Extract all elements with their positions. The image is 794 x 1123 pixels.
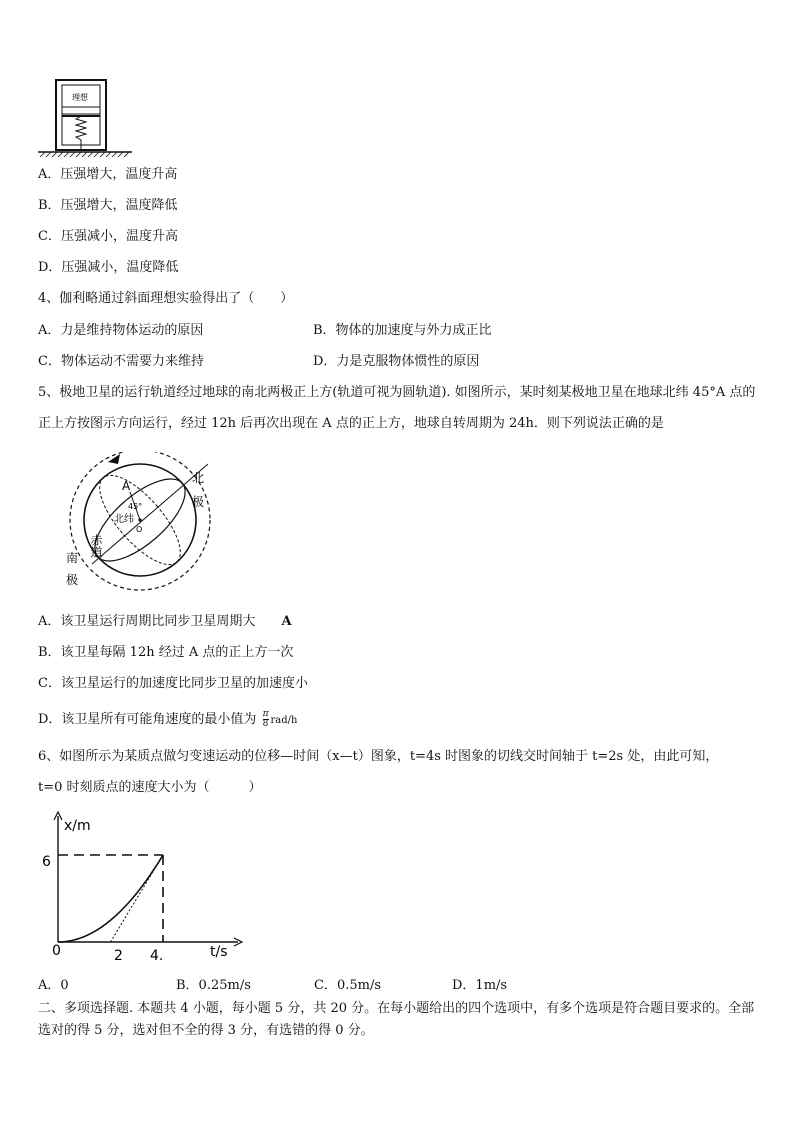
fig-label-equator: 赤道 xyxy=(89,534,103,558)
q4-option-c: C．物体运动不需要力来维持 xyxy=(38,354,204,369)
x-tick-2: 2 xyxy=(114,948,123,964)
q5-stem: 5、极地卫星的运行轨道经过地球的南北两极正上方(轨道可视为圆轨道). 如图所示，某时刻某极地卫星在地球北纬 45°A 点的正上方按图示方向运行，经过 12h 后再次出现在 A 点的正上方，地球自转周期为 24h．则下列说法正确的是 xyxy=(38,385,756,431)
x-tick-4: 4. xyxy=(150,948,164,964)
fig-label-south: 南 xyxy=(66,551,79,565)
x-tick-0: 0 xyxy=(52,943,61,959)
q3-option-a: A．压强增大，温度升高 xyxy=(38,167,178,182)
q5-option-d xyxy=(38,710,297,730)
fig-label-lat: 北纬 xyxy=(114,514,134,525)
q4-stem: 4、伽利略通过斜面理想实验得出了（ ） xyxy=(38,291,294,306)
fig-label-a: A xyxy=(122,479,131,493)
q5-option-d-fraction xyxy=(263,710,269,729)
q3-option-c: C．压强减小，温度升高 xyxy=(38,229,178,244)
fig-label-pole-s: 极 xyxy=(66,573,79,587)
q5-option-c: C．该卫星运行的加速度比同步卫星的加速度小 xyxy=(38,676,308,691)
polar-satellite-figure xyxy=(58,452,228,592)
xt-chart xyxy=(38,810,268,970)
q6-option-c: C．0.5m/s xyxy=(314,978,381,993)
fig-label-north: 北 xyxy=(192,471,205,485)
q3-option-b: B．压强增大，温度降低 xyxy=(38,198,178,213)
fraction-denominator: 8 xyxy=(262,719,269,729)
q4-option-d: D．力是克服物体惯性的原因 xyxy=(313,354,480,369)
q5-option-d-text: D．该卫星所有可能角速度的最小值为 xyxy=(38,712,257,727)
y-tick-6: 6 xyxy=(42,854,51,870)
x-axis-label: t/s xyxy=(210,944,228,960)
q6-option-b: B．0.25m/s xyxy=(176,978,251,993)
fig-label-pole-n: 极 xyxy=(192,495,205,509)
fig-label-angle: 45° xyxy=(128,502,143,511)
q4-option-b: B．物体的加速度与外力成正比 xyxy=(313,323,492,338)
fraction-numerator: π xyxy=(262,709,269,719)
q5-option-a xyxy=(38,613,292,631)
q6-stem-line1: 6、如图所示为某质点做匀变速运动的位移—时间（x—t）图象，t=4s 时图象的切线交时间轴于 t=2s 处，由此可知， xyxy=(38,749,719,764)
fig-label-o: O xyxy=(136,525,143,534)
q6-option-a: A．0 xyxy=(38,978,69,993)
q5-option-b: B．该卫星每隔 12h 经过 A 点的正上方一次 xyxy=(38,645,294,660)
q3-option-d: D．压强减小，温度降低 xyxy=(38,260,179,275)
container-label: 理想 xyxy=(72,93,88,102)
position-curve xyxy=(58,855,163,942)
q4-option-a: A．力是维持物体运动的原因 xyxy=(38,323,204,338)
q5-option-d-unit: rad/h xyxy=(270,715,298,726)
y-axis-label: x/m xyxy=(64,818,91,834)
section-2-heading: 二、多项选择题. 本题共 4 小题，每小题 5 分，共 20 分。在每小题给出的四个选项中，有多个选项是符合题目要求的。全部选对的得 5 分，选对但不全的得 3 分，有选错的得 0 分。 xyxy=(38,1001,755,1038)
q6-option-d: D．1m/s xyxy=(452,978,508,993)
container-figure xyxy=(36,76,136,160)
q6-stem-line2: t=0 时刻质点的速度大小为（ ） xyxy=(38,780,262,795)
q5-option-a-text: A．该卫星运行周期比同步卫星周期大 xyxy=(38,614,256,629)
q5-option-a-extra: A xyxy=(281,614,292,629)
